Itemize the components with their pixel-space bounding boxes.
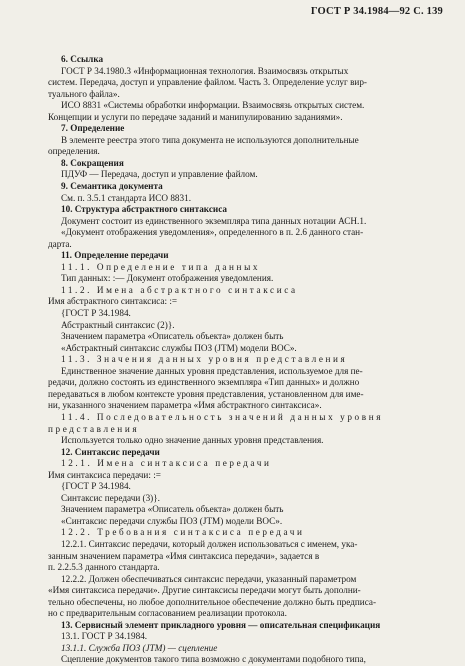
text-line: 10. Структура абстрактного синтаксиса	[61, 204, 228, 215]
text-line: 12.2.2. Должен обеспечиваться синтаксис передачи, указанный параметром	[61, 573, 357, 584]
text-line: редачи, должно состоять из единственного экземпляра «Тип данных» и должно	[48, 377, 360, 388]
text-line: 12.2.1. Синтаксис передачи, который должен использоваться с именем, ука-	[61, 538, 358, 549]
text-line: 11.1. Определение типа данных	[61, 261, 261, 272]
text-line: занным значением параметра «Имя синтаксиса передачи», задается в	[48, 550, 320, 561]
text-line: представления	[48, 423, 140, 434]
text-line: В элементе реестра этого типа документа не используются дополнительные	[61, 134, 359, 145]
text-line: но с предварительным согласованием реализации протокола.	[48, 608, 287, 619]
text-line: Синтаксис передачи (3)}.	[61, 492, 160, 503]
text-line: Концепции и услуги по передаче заданий и манипулированию заданиями».	[48, 111, 343, 122]
text-line: Тип данных: :— Документ отображения уведомления.	[61, 273, 274, 284]
text-line: 6. Ссылка	[61, 54, 104, 64]
text-line: Значением параметра «Описатель объекта» должен быть	[61, 331, 284, 342]
text-line: Единственное значение данных уровня представления, используемое для пе-	[61, 365, 363, 376]
text-line: 9. Семантика документа	[61, 181, 163, 192]
text-line: ПДУФ — Передача, доступ и управление файлом.	[61, 169, 258, 180]
text-line: 11.3. Значения данных уровня представления	[61, 354, 348, 365]
text-line: ИСО 8831 «Системы обработки информации. Взаимосвязь открытых систем.	[61, 100, 365, 111]
text-line: передаваться в любом контексте уровня представления, установленном для име-	[48, 388, 364, 399]
text-line: 7. Определение	[61, 123, 125, 134]
text-line: 11.2. Имена абстрактного синтаксиса	[61, 284, 298, 295]
text-line: Имя абстрактного синтаксиса: :=	[48, 296, 178, 307]
text-line: дарта.	[48, 238, 72, 249]
text-line: «Имя синтаксиса передачи». Другие синтаксисы передачи могут быть дополни-	[48, 585, 361, 596]
text-line: Сцепление документов такого типа возможно с документами подобного типа,	[61, 654, 366, 665]
text-line: 13.1.1. Служба ПОЗ (JTM) — сцепление	[61, 642, 218, 653]
text-line: Документ состоит из единственного экземпляра типа данных нотации АСН.1.	[61, 215, 367, 226]
text-line: тельно обеспечены, но любое дополнительное обеспечение должно быть предписа-	[48, 596, 377, 607]
page-header: ГОСТ Р 34.1984—92 С. 139	[310, 6, 443, 17]
document-body	[48, 54, 456, 666]
text-line: систем. Передача, доступ и управление файлом. Часть 3. Определение услуг вир-	[48, 77, 367, 88]
text-line: туального файла».	[48, 88, 120, 99]
text-line: определения.	[48, 146, 100, 157]
text-line: 12.1. Имена синтаксиса передачи	[61, 458, 272, 469]
text-line: ни, указанного значением параметра «Имя абстрактного синтаксиса».	[48, 400, 322, 411]
text-line: «Абстрактный синтаксис службы ПОЗ (JTM) модели ВОС».	[61, 342, 297, 353]
text-line: п. 2.2.5.3 данного стандарта.	[48, 562, 160, 573]
text-line: Значением параметра «Описатель объекта» должен быть	[61, 504, 284, 515]
text-line: {ГОСТ Р 34.1984.	[61, 481, 131, 492]
text-line: Абстрактный синтаксис (2)}.	[61, 319, 175, 330]
text-line: Имя синтаксиса передачи: :=	[48, 469, 161, 480]
text-line: Используется только одно значение данных уровня представления.	[61, 435, 324, 446]
text-line: 12. Синтаксис передачи	[61, 446, 160, 457]
text-line: 8. Сокращения	[61, 157, 124, 168]
text-line: 11. Определение передачи	[61, 250, 169, 261]
text-line: ГОСТ Р 34.1980.3 «Информационная технология. Взаимосвязь открытых	[61, 65, 349, 76]
text-line: 13. Сервисный элемент прикладного уровня — описательная спецификация	[61, 619, 381, 630]
text-line: 13.1. ГОСТ Р 34.1984.	[61, 631, 148, 642]
text-line: «Синтаксис передачи службы ПОЗ (JTM) модели ВОС».	[61, 515, 283, 526]
text-line: 12.2. Требования синтаксиса передачи	[61, 527, 305, 538]
text-line: 11.4. Последовательность значений данных уровня	[61, 411, 384, 422]
text-line: См. п. 3.5.1 стандарта ИСО 8831.	[61, 192, 192, 203]
text-line: «Документ отображения уведомления», определенного в п. 2.6 данного стан-	[61, 227, 364, 238]
text-line: {ГОСТ Р 34.1984.	[61, 308, 131, 319]
